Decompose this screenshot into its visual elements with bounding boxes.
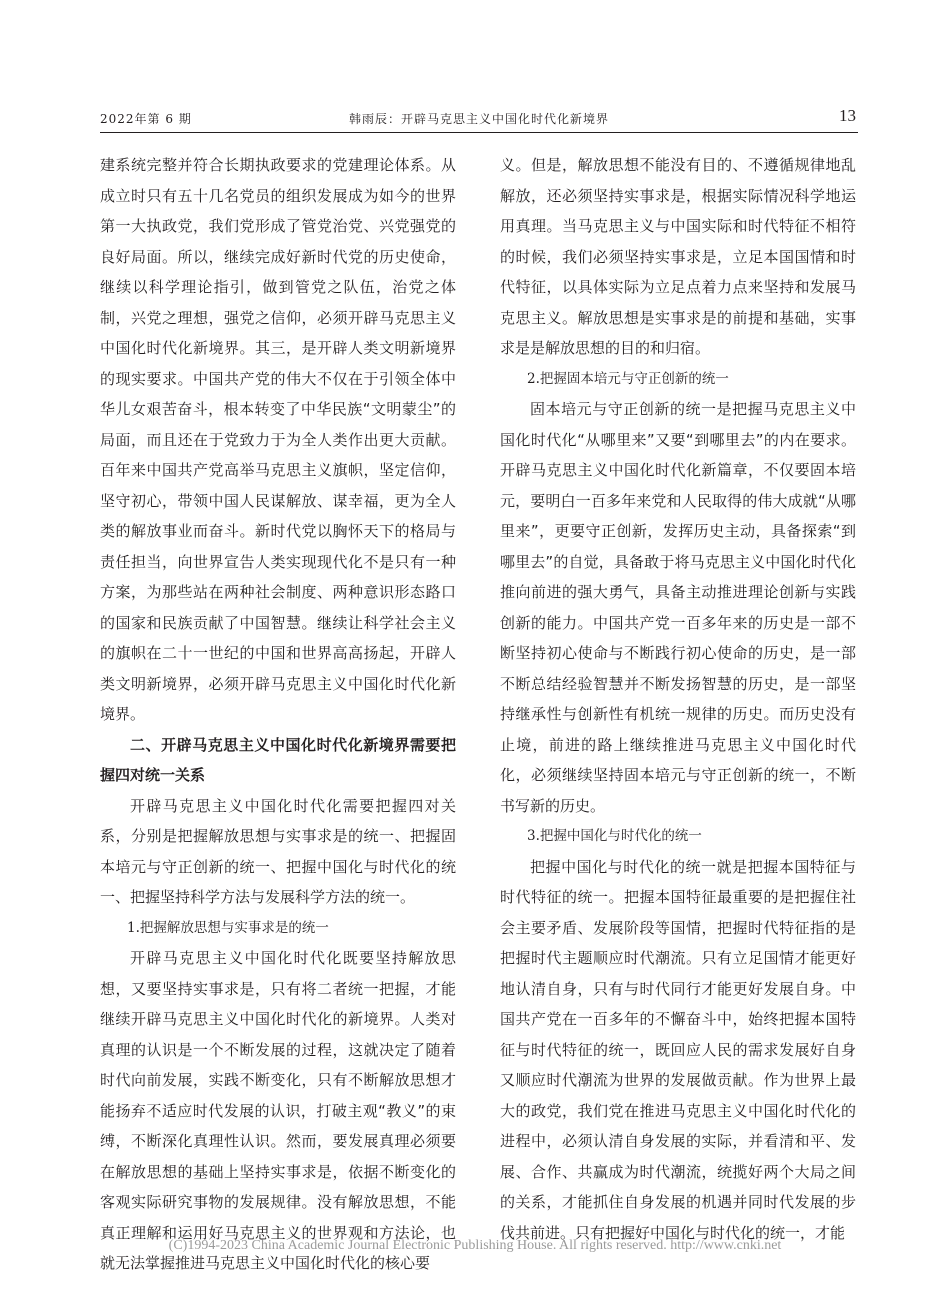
paragraph: 开辟马克思主义中国化时代化既要坚持解放思想，又要坚持实事求是，只有将二者统一把握，才能继续开辟马克思主义中国化时代化的新境界。人类对真理的认识是一个不断发展的过程，这就决定了随着时代向前发展，实践不断变化，只有不断解放思想才能扬弃不适应时代发展的认识，打破主观“教义”的束缚，不断深化真理性认识。然而，要发展真理必须要在解放思想的基础上坚持实事求是，依据不断变化的客观实际研究事物的发展规律。没有解放思想，不能真正理解和运用好马克思主义的世界观和方法论，也就无法掌握推进马克思主义中国化时代化的核心要 <box>100 949 456 1272</box>
paragraph: 把握中国化与时代化的统一就是把握本国特征与时代特征的统一。把握本国特征最重要的是把握住社会主要矛盾、发展阶段等国情，把握时代特征指的是把握时代主题顺应时代潮流。只有立足国情才能更好地认清自身，只有与时代同行才能更好发展自身。中国共产党在一百多年的不懈奋斗中，始终把握本国特征与时代特征的统一，既回应人民的需求发展好自身又顺应时代潮流为世界的发展做贡献。作为世界上最大的政党，我们党在推进马克思主义中国化时代化的进程中，必须认清自身发展的实际，并看清和平、发展、合作、共赢成为时代潮流，统揽好两个大局之间的关系，才能抓住自身发展的机遇并同时代发展的步伐共前进。只有把握好中国化与时代化的统一，才能 <box>500 857 856 1242</box>
paragraph: 建系统完整并符合长期执政要求的党建理论体系。从成立时只有五十几名党员的组织发展成为如今的世界第一大执政党，我们党形成了管党治党、兴党强党的良好局面。所以，继续完成好新时代党的历史使命，继续以科学理论指引，做到管党之队伍，治党之体制，兴党之理想，强党之信仰，必须开辟马克思主义中国化时代化新境界。其三，是开辟人类文明新境界的现实要求。中国共产党的伟大不仅在于引领全体中华儿女艰苦奋斗，根本转变了中华民族“文明蒙尘”的局面，而且还在于党致力于为全人类作出更大贡献。百年来中国共产党高举马克思主义旗帜，坚定信仰，坚守初心，带领中国人民谋解放、谋幸福，更为全人类的解放事业而奋斗。新时代党以胸怀天下的格局与责任担当，向世界宣告人类实现现代化不是只有一种方案，为那些站在两种社会制度、两种意识形态路口的国家和民族贡献了中国智慧。继续让科学社会主义的旗帜在二十一世纪的中国和世界高高扬起，开辟人类文明新境界，必须开辟马克思主义中国化时代化新境界。 <box>100 156 456 723</box>
section-heading: 二、开辟马克思主义中国化时代化新境界需要把握四对统一关系 <box>100 735 456 784</box>
copyright-footer: (C)1994-2023 China Academic Journal Electronic Publishing House. All rights reserved. http://www.cnki.net <box>168 1238 782 1253</box>
left-column <box>100 150 456 1279</box>
page-number: 13 <box>839 106 856 125</box>
running-title: 韩雨辰：开辟马克思主义中国化时代化新境界 <box>348 112 609 126</box>
subheading: 3.把握中国化与时代化的统一 <box>527 828 702 844</box>
running-header <box>100 106 858 133</box>
right-column <box>500 150 856 1248</box>
paragraph: 义。但是，解放思想不能没有目的、不遵循规律地乱解放，还必须坚持实事求是，根据实际情况科学地运用真理。当马克思主义与中国实际和时代特征不相符的时候，我们必须坚持实事求是，立足本国国情和时代特征，以具体实际为立足点着力点来坚持和发展马克思主义。解放思想是实事求是的前提和基础，实事求是是解放思想的目的和归宿。 <box>500 156 856 357</box>
paragraph: 开辟马克思主义中国化时代化需要把握四对关系，分别是把握解放思想与实事求是的统一、把握固本培元与守正创新的统一、把握中国化与时代化的统一、把握坚持科学方法与发展科学方法的统一。 <box>100 796 456 906</box>
subheading: 1.把握解放思想与实事求是的统一 <box>127 919 329 936</box>
issue-label: 2022年第 6 期 <box>100 112 192 126</box>
paragraph: 固本培元与守正创新的统一是把握马克思主义中国化时代化“从哪里来”又要“到哪里去”的内在要求。开辟马克思主义中国化时代化新篇章，不仅要固本培元，要明白一百多年来党和人民取得的伟大成就“从哪里来”，更要守正创新，发挥历史主动，具备探索“到哪里去”的自觉，具备敢于将马克思主义中国化时代化推向前进的强大勇气，具备主动推进理论创新与实践创新的能力。中国共产党一百多年来的历史是一部不断坚持初心使命与不断践行初心使命的历史，是一部不断总结经验智慧并不断发扬智慧的历史，是一部坚持继承性与创新性有机统一规律的历史。而历史没有止境，前进的路上继续推进马克思主义中国化时代化，必须继续坚持固本培元与守正创新的统一，不断书写新的历史。 <box>500 400 856 815</box>
subheading: 2.把握固本培元与守正创新的统一 <box>527 370 729 387</box>
